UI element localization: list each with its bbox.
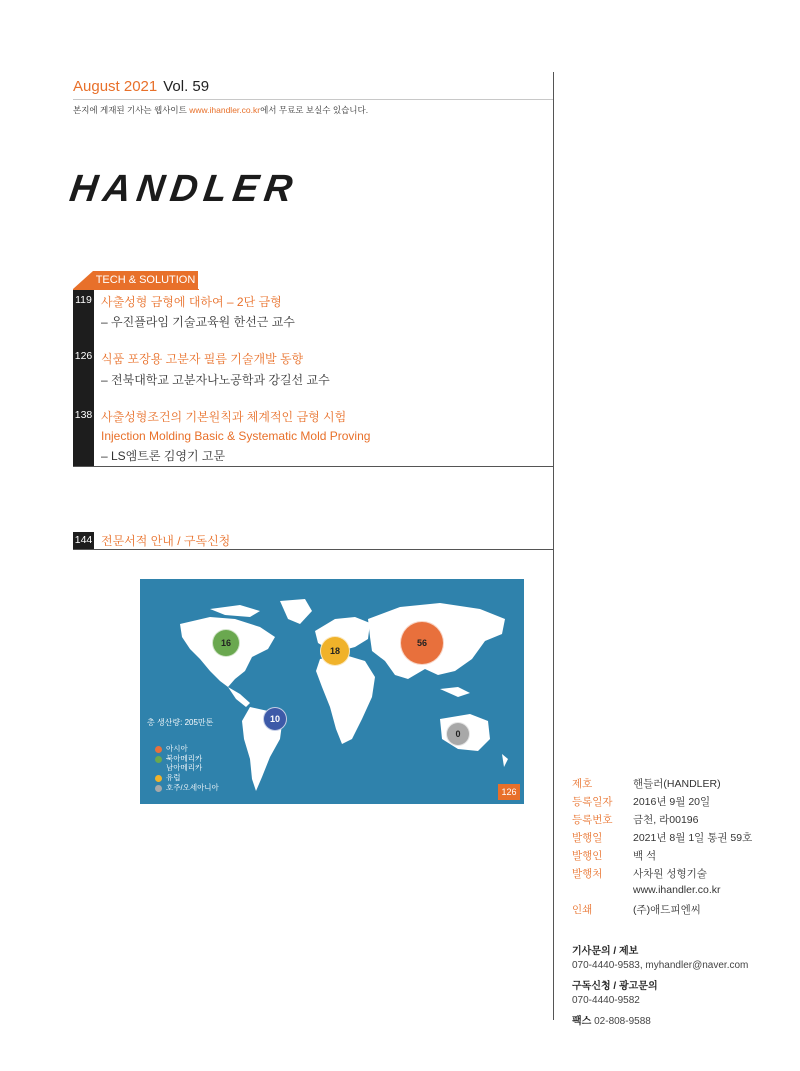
colophon-value: 2021년 8월 1일 통권 59호 — [633, 832, 753, 844]
colophon-label: 등록번호 — [572, 814, 613, 826]
colophon-label: 발행처 — [572, 868, 603, 880]
article-title[interactable]: 사출성형조건의 기본원칙과 체계적인 금형 시험 — [101, 410, 347, 424]
colophon-value: 2016년 9월 20일 — [633, 796, 711, 808]
colophon-value: 핸들러(HANDLER) — [633, 778, 721, 790]
article-author: – 우진플라임 기술교육원 한선근 교수 — [101, 315, 295, 329]
bubble-north-america: 16 — [212, 629, 240, 657]
column-divider — [553, 72, 554, 1020]
article-author: – 전북대학교 고분자나노공학과 강길선 교수 — [101, 373, 330, 387]
subscription-divider — [73, 549, 553, 550]
page-number-bar — [73, 290, 94, 467]
colophon-label: 제호 — [572, 778, 593, 790]
colophon-value: 사차원 성형기술 — [633, 868, 707, 880]
article-page-number: 138 — [74, 409, 93, 421]
colophon-value: 금천, 라00196 — [633, 814, 699, 826]
section-tab: TECH & SOLUTION — [93, 271, 198, 289]
colophon-value: 백 석 — [633, 850, 657, 862]
map-legend-title: 총 생산량: 205만톤 — [147, 718, 214, 727]
issue-date: August 2021 — [73, 78, 158, 95]
notice-text-end: 에서 무료로 보실수 있습니다. — [260, 105, 369, 115]
article-page-number: 126 — [74, 350, 93, 362]
legend-label: 아시아 — [166, 744, 188, 753]
handler-logo: HANDLER — [67, 168, 301, 210]
legend-dot — [155, 785, 162, 792]
legend-label: 호주/오세아니아 — [166, 783, 219, 792]
bubble-asia: 56 — [400, 621, 444, 665]
bubble-south-america: 10 — [263, 707, 287, 731]
legend-dot — [155, 746, 162, 753]
article-author: – LS엠트론 김영기 고문 — [101, 449, 226, 463]
article-title[interactable]: 사출성형 금형에 대하여 – 2단 금형 — [101, 295, 282, 309]
contact-fax — [572, 1012, 651, 1027]
article-title[interactable]: 식품 포장용 고분자 필름 기술개발 동향 — [101, 352, 304, 366]
subscription-title[interactable]: 전문서적 안내 / 구독신청 — [101, 534, 231, 548]
subscription-page-number: 144 — [73, 532, 94, 549]
world-map-image — [140, 579, 524, 804]
header-divider — [73, 99, 553, 100]
fax-label: 팩스 — [572, 1016, 592, 1027]
issue-line — [73, 78, 209, 95]
bubble-europe: 18 — [320, 636, 350, 666]
legend-label: 남아메리카 — [166, 763, 203, 772]
legend-dot — [155, 775, 162, 782]
colophon-label: 등록일자 — [572, 796, 613, 808]
legend-label: 유럽 — [166, 773, 181, 782]
website-notice — [73, 104, 368, 116]
map-page-badge: 126 — [498, 784, 520, 800]
bubble-oceania: 0 — [446, 722, 470, 746]
colophon-website[interactable]: www.ihandler.co.kr — [633, 884, 721, 896]
colophon-label: 인쇄 — [572, 904, 593, 916]
issue-volume: Vol. 59 — [163, 78, 210, 95]
notice-text-start: 본지에 게재된 기사는 웹사이트 — [73, 105, 190, 115]
contact-article-info[interactable]: 070-4440-9583, myhandler@naver.com — [572, 960, 749, 971]
website-link[interactable]: www.ihandler.co.kr — [189, 105, 261, 115]
legend-item — [155, 782, 219, 793]
fax-number: 02-808-9588 — [594, 1016, 651, 1027]
tab-corner — [73, 271, 93, 289]
articles-divider — [73, 466, 553, 467]
colophon-label: 발행인 — [572, 850, 603, 862]
colophon-label: 발행일 — [572, 832, 603, 844]
contact-subscription-phone: 070-4440-9582 — [572, 995, 640, 1006]
contact-subscription-heading: 구독신청 / 광고문의 — [572, 981, 658, 992]
article-page-number: 119 — [75, 294, 92, 306]
article-subtitle: Injection Molding Basic & Systematic Mold Proving — [101, 429, 371, 443]
colophon-value: (주)애드피엔씨 — [633, 904, 701, 916]
contact-article-heading: 기사문의 / 제보 — [572, 946, 639, 957]
legend-label: 북아메리카 — [166, 754, 203, 763]
